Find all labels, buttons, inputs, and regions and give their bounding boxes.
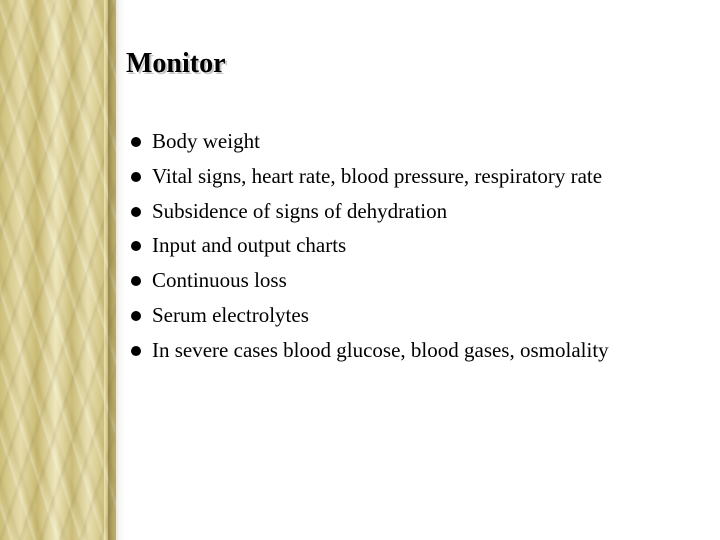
bullet-item — [126, 124, 609, 159]
bullet-dot-icon — [131, 346, 141, 356]
bullet-text: Subsidence of signs of dehydration — [152, 198, 448, 223]
slide-title: Monitor — [126, 48, 226, 79]
bullet-dot-icon — [131, 241, 141, 251]
bullet-dot-icon — [131, 276, 141, 286]
bullet-item — [126, 228, 609, 263]
bullet-item — [126, 298, 609, 333]
decorative-gold-band — [0, 0, 116, 540]
bullet-dot-icon — [131, 172, 141, 182]
bullet-item — [126, 194, 609, 229]
bullet-text: Serum electrolytes — [152, 302, 309, 327]
bullet-list — [126, 124, 609, 368]
bullet-item — [126, 263, 609, 298]
bullet-dot-icon — [131, 137, 141, 147]
bullet-item — [126, 333, 609, 368]
bullet-text: Input and output charts — [152, 233, 347, 258]
bullet-item — [126, 159, 609, 194]
band-texture-secondary — [0, 0, 116, 540]
band-shadow — [108, 0, 126, 540]
bullet-text: Continuous loss — [152, 268, 287, 293]
bullet-text: In severe cases blood glucose, blood gases, osmolality — [152, 337, 609, 362]
bullet-dot-icon — [131, 207, 141, 217]
bullet-text: Body weight — [152, 129, 260, 153]
bullet-text: Vital signs, heart rate, blood pressure, respiratory rate — [152, 163, 603, 188]
bullet-dot-icon — [131, 311, 141, 321]
